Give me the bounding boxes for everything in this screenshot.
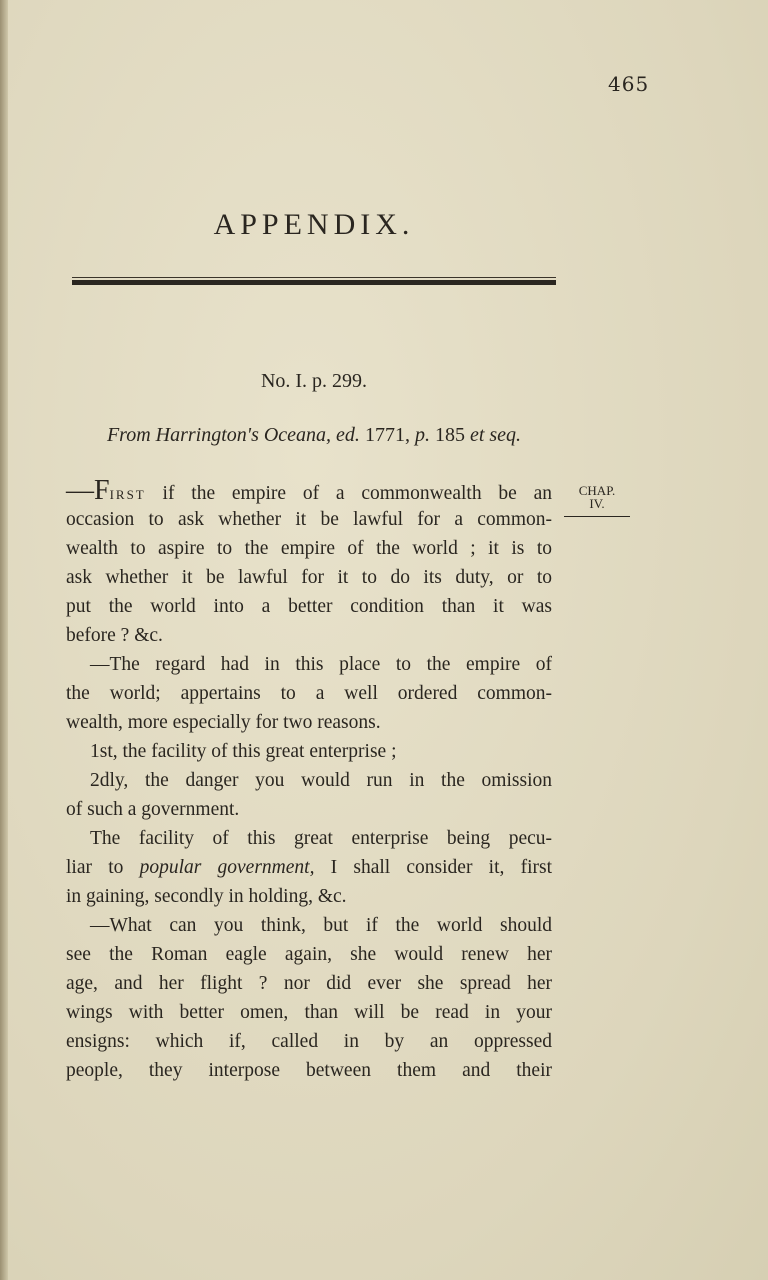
text-line: people, they interpose between them and their: [66, 1060, 552, 1081]
text-line: ensigns: which if, called in by an oppressed: [66, 1031, 552, 1052]
body-text: [66, 476, 552, 1085]
rule-thick-line: [72, 280, 556, 285]
text-line: ask whether it be lawful for it to do its duty, or to: [66, 567, 552, 588]
page-number: 465: [608, 72, 650, 96]
source-etseq: et seq.: [469, 424, 522, 446]
text-line: [66, 853, 552, 882]
appendix-number: No. I. p. 299.: [260, 370, 368, 392]
page-heading: APPENDIX.: [213, 208, 415, 241]
text-line: 2dly, the danger you would run in the omission: [90, 770, 552, 791]
text-line: [66, 476, 552, 505]
text-line: see the Roman eagle again, she would renew her: [66, 944, 552, 965]
text-line: wealth, more especially for two reasons.: [66, 712, 381, 733]
text-line: 1st, the facility of this great enterprise ;: [90, 741, 397, 762]
source-citation: [72, 424, 556, 447]
source-year: 1771,: [359, 424, 415, 446]
text-span: liar to: [66, 857, 140, 878]
text-line: —What can you think, but if the world should: [90, 915, 552, 936]
text-span: if the empire of a commonwealth be an: [145, 483, 552, 504]
text-line: before ? &c.: [66, 625, 163, 646]
margin-note-rule: [564, 516, 630, 517]
initial-letter: —F: [66, 475, 110, 506]
source-page: 185: [429, 424, 470, 446]
rule-thin-line: [72, 277, 556, 278]
text-line: put the world into a better condition than it was: [66, 596, 552, 617]
page-gutter-shadow: [0, 0, 8, 1280]
text-line: wealth to aspire to the empire of the world ; it is to: [66, 538, 552, 559]
italic-phrase: popular government,: [139, 857, 315, 878]
text-line: the world; appertains to a well ordered common-: [66, 683, 552, 704]
small-caps-word: IRST: [109, 487, 146, 502]
text-line: in gaining, secondly in holding, &c.: [66, 886, 347, 907]
margin-note-chap: CHAP.: [578, 483, 616, 498]
margin-note-number: IV.: [589, 496, 605, 511]
source-page-abbr: p.: [414, 424, 430, 446]
heading-double-rule: [72, 277, 556, 287]
text-line: age, and her flight ? nor did ever she spread her: [66, 973, 552, 994]
text-line: wings with better omen, than will be read in your: [66, 1002, 552, 1023]
margin-note-chapter: [564, 484, 630, 517]
text-line: —The regard had in this place to the empire of: [90, 654, 552, 675]
text-line: of such a government.: [66, 799, 240, 820]
text-line: occasion to ask whether it be lawful for a common-: [66, 509, 552, 530]
text-span: I shall consider it, first: [314, 857, 552, 878]
source-title: From Harrington's Oceana, ed.: [106, 424, 360, 446]
text-line: The facility of this great enterprise being pecu-: [90, 828, 552, 849]
